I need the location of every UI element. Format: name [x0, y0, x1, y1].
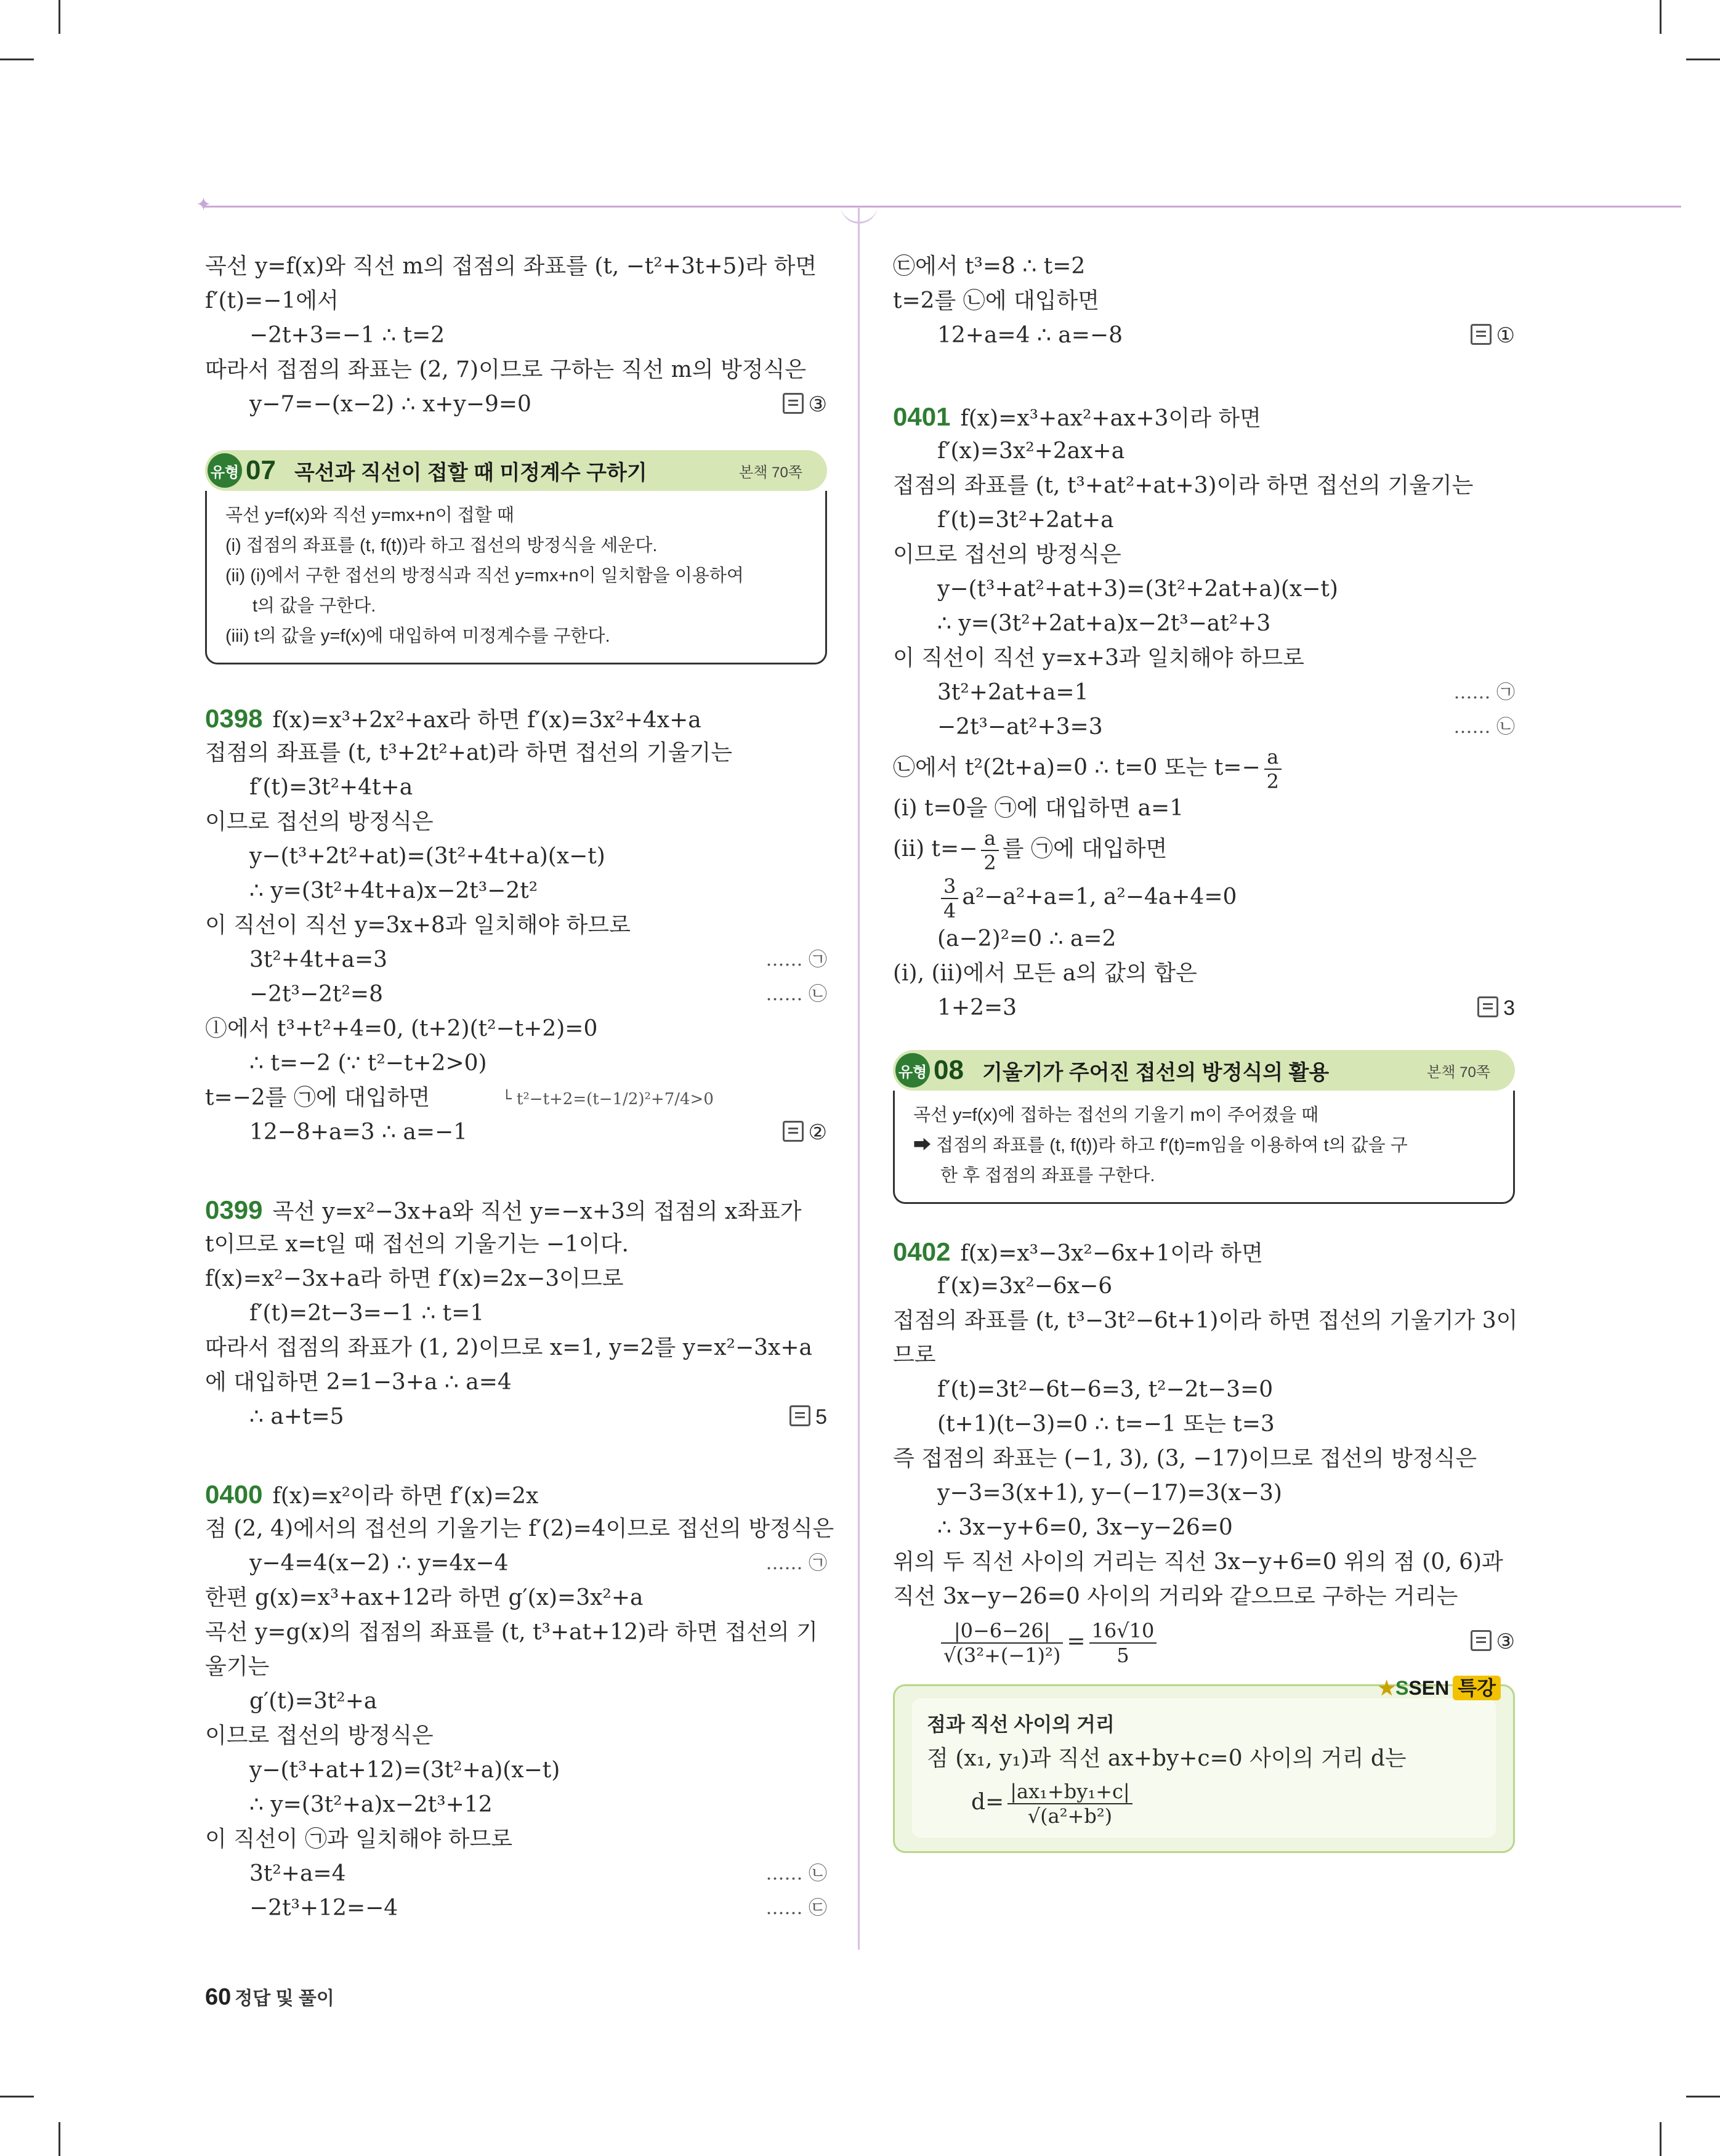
type-07-header: [205, 450, 827, 491]
problem-0399: [205, 1193, 827, 1434]
problem-number: 0399: [205, 1195, 263, 1224]
type-row: (iii) t의 값을 y=f(x)에 대입하여 미정계수를 구한다.: [225, 626, 610, 646]
text-line: [893, 318, 1515, 353]
crop-mark: [0, 2096, 34, 2097]
equation-marker: …… ㉠: [1453, 682, 1515, 703]
text-line: 접점의 좌표를 (t, t³+2t²+at)라 하면 접선의 기울기는: [205, 740, 733, 765]
text-line: [893, 873, 1515, 922]
equation: 곡선 y=x²−3x+a와 직선 y=−x+3의 접점의 x좌표가: [272, 1199, 802, 1224]
text-line: [893, 745, 1515, 791]
text-line: 따라서 접점의 좌표는 (2, 7)이므로 구하는 직선 m의 방정식은: [205, 357, 807, 382]
problem-0401: [893, 400, 1515, 1025]
ssen-content: [912, 1698, 1496, 1838]
equation-marker: …… ㉢: [765, 1897, 827, 1919]
equation: f(x)=x³+2x²+ax라 하면 f′(x)=3x²+4x+a: [272, 708, 701, 733]
text-line: [205, 943, 827, 977]
text-line: f′(x)=3x²−6x−6: [937, 1274, 1113, 1299]
text-line: 점 (2, 4)에서의 접선의 기울기는 f′(2)=4이므로 접선의 방정식은: [205, 1516, 834, 1541]
text-line: f′(t)=3t²−6t−6=3, t²−2t−3=0: [937, 1377, 1274, 1402]
type-label: 유형: [895, 1053, 930, 1088]
logo-tag: 특강: [1453, 1676, 1501, 1700]
text-line: t=2를 ㉡에 대입하면: [893, 288, 1100, 313]
equation-marker: …… ㉡: [1453, 716, 1515, 738]
text-line: 이 직선이 ㉠과 일치해야 하므로: [205, 1827, 513, 1852]
text-line: 따라서 접점의 좌표가 (1, 2)이므로 x=1, y=2를 y=x²−3x+a: [205, 1335, 812, 1360]
text-line: (t+1)(t−3)=0 ∴ t=−1 또는 t=3: [937, 1411, 1275, 1437]
crop-mark: [1660, 2122, 1661, 2156]
problem-0400: [205, 1477, 834, 1926]
text-line: [893, 1614, 1515, 1669]
text-line: [893, 826, 1515, 873]
type-row: ➡ 접점의 좌표를 (t, f(t))라 하고 f′(t)=m임을 이용하여 t의 값을 구: [913, 1136, 1408, 1155]
text-line: [893, 1235, 1515, 1269]
crop-mark: [59, 0, 60, 34]
equation: ㉡에서 t²(2t+a)=0 ∴ t=0 또는 t=−: [893, 755, 1261, 780]
type-label: 유형: [208, 453, 242, 488]
equation: ∴ a+t=5: [249, 1404, 344, 1429]
logo-letter: S: [1395, 1677, 1409, 1699]
text-line: 이 직선이 직선 y=x+3과 일치해야 하므로: [893, 645, 1304, 671]
equation: f(x)=x²이라 하면 f′(x)=2x: [272, 1484, 539, 1509]
equation: −2t³−at²+3=3: [937, 714, 1103, 740]
answer-value: ①: [1496, 324, 1515, 347]
answer-badge: [783, 1115, 827, 1150]
answer-badge: [1477, 991, 1515, 1025]
page-number: 60: [205, 1984, 232, 2010]
answer-icon: [1471, 324, 1492, 345]
text-line: y−(t³+2t²+at)=(3t²+4t+a)(x−t): [249, 844, 605, 869]
denominator: 5: [1116, 1644, 1129, 1667]
crop-mark: [59, 2122, 60, 2156]
type-badge: [893, 1050, 964, 1091]
text-line: ∴ y=(3t²+2at+a)x−2t³−at²+3: [937, 611, 1271, 636]
type-number: 08: [934, 1055, 964, 1085]
equation: 3t²+4t+a=3: [249, 947, 388, 972]
equation: y−7=−(x−2) ∴ x+y−9=0: [249, 392, 531, 417]
text-line: 한편 g(x)=x³+ax+12라 하면 g′(x)=3x²+a: [205, 1585, 644, 1610]
text-line: [205, 1891, 827, 1926]
type-row: t의 값을 구한다.: [252, 596, 376, 616]
text-line: [205, 1193, 827, 1227]
header-rule: [203, 206, 1681, 208]
continued-solution: [893, 249, 1515, 353]
problem-number: 0398: [205, 704, 263, 733]
answer-value: ③: [808, 393, 827, 416]
answer-value: 3: [1503, 996, 1515, 1020]
equation: −2t³−2t²=8: [249, 982, 384, 1007]
type-row: (i) 접점의 좌표를 (t, f(t))라 하고 접선의 방정식을 세운다.: [225, 536, 658, 555]
right-column: [893, 249, 1518, 1853]
text-line: [205, 977, 827, 1012]
equation: f(x)=x³−3x²−6x+1이라 하면: [960, 1241, 1263, 1266]
type-number: 07: [246, 455, 276, 485]
text-line: −2t+3=−1 ∴ t=2: [249, 323, 445, 348]
equation: (ii) t=−: [893, 836, 978, 862]
text-line: 이므로 접선의 방정식은: [205, 809, 434, 834]
ssen-logo: [1378, 1673, 1501, 1701]
denominator: 2: [1266, 770, 1279, 793]
numerator: 16√10: [1089, 1619, 1157, 1644]
problem-number: 0402: [893, 1237, 951, 1266]
text-line: y−(t³+at²+at+3)=(3t²+2at+a)(x−t): [937, 576, 1338, 602]
equation: 를 ㉠에 대입하면: [1002, 836, 1168, 862]
numerator: |0−6−26|: [941, 1619, 1063, 1644]
text-line: [205, 387, 827, 422]
text-line: g′(t)=3t²+a: [249, 1689, 378, 1714]
text-line: ㉢에서 t³=8 ∴ t=2: [893, 254, 1086, 279]
crop-mark: [1686, 59, 1720, 60]
answer-icon: [783, 393, 804, 414]
equation: t=−2를 ㉠에 대입하면: [205, 1085, 430, 1110]
page-footer: [205, 1983, 334, 2011]
footer-label: 정답 및 풀이: [235, 1988, 334, 2009]
text-line: 직선 3x−y−26=0 사이의 거리와 같으므로 구하는 거리는: [893, 1584, 1458, 1609]
star-icon: ★: [1378, 1677, 1396, 1699]
numerator: a: [981, 826, 998, 851]
text-line: [893, 710, 1515, 745]
answer-badge: [1471, 1614, 1515, 1669]
text-line: (i), (ii)에서 모든 a의 값의 합은: [893, 961, 1197, 986]
text-line: 곡선 y=f(x)와 직선 m의 접점의 좌표를 (t, −t²+3t+5)라 하면: [205, 254, 817, 279]
text-line: 이 직선이 직선 y=3x+8과 일치해야 하므로: [205, 913, 631, 938]
text-line: ∴ t=−2 (∵ t²−t+2>0): [249, 1051, 487, 1076]
text-line: t이므로 x=t일 때 접선의 기울기는 −1이다.: [205, 1232, 629, 1257]
text-line: [205, 701, 827, 736]
text-line: f′(t)=−1에서: [205, 288, 339, 313]
crop-mark: [1686, 2096, 1720, 2097]
equation: a²−a²+a=1, a²−4a+4=0: [962, 884, 1237, 910]
text-line: [893, 676, 1515, 710]
text-line: y−(t³+at+12)=(3t²+a)(x−t): [249, 1758, 560, 1783]
text-line: [893, 400, 1515, 434]
type-title: 기울기가 주어진 접선의 방정식의 활용: [982, 1060, 1330, 1084]
type-08-header: [893, 1050, 1515, 1091]
text-line: f′(t)=2t−3=−1 ∴ t=1: [249, 1301, 485, 1326]
equation: 12+a=4 ∴ a=−8: [937, 323, 1123, 348]
type-08-body: [893, 1091, 1515, 1204]
text-line: ∴ y=(3t²+4t+a)x−2t³−2t²: [249, 878, 538, 903]
answer-badge: [783, 387, 827, 422]
answer-value: ②: [808, 1121, 827, 1144]
column-divider: [858, 207, 860, 1950]
equation: −2t³+12=−4: [249, 1896, 398, 1921]
problem-0398: [205, 701, 827, 1150]
text-line: 점 (x₁, y₁)과 직선 ax+by+c=0 사이의 거리 d는: [927, 1746, 1407, 1771]
denominator: √(a²+b²): [1027, 1804, 1113, 1828]
equation: 3t²+2at+a=1: [937, 680, 1089, 705]
text-line: f′(t)=3t²+4t+a: [249, 775, 413, 800]
equals-sign: =: [1067, 1629, 1086, 1654]
answer-badge: [789, 1400, 827, 1434]
denominator: 2: [983, 851, 996, 874]
text-line: [205, 1081, 827, 1115]
text-line: f′(x)=3x²+2ax+a: [937, 438, 1125, 464]
text-line: 므로: [893, 1342, 936, 1368]
text-line: ∴ 3x−y+6=0, 3x−y−26=0: [937, 1515, 1233, 1540]
problem-number: 0401: [893, 402, 951, 431]
fraction: [1089, 1619, 1157, 1667]
ssen-special-box: [893, 1677, 1515, 1853]
type-07-box: [205, 450, 827, 664]
equation-marker: …… ㉡: [765, 983, 827, 1005]
text-line: [893, 991, 1515, 1025]
text-line: f(x)=x²−3x+a라 하면 f′(x)=2x−3이므로: [205, 1266, 624, 1291]
crop-mark: [0, 59, 34, 60]
logo-text: SEN: [1408, 1677, 1450, 1699]
text-line: ⓛ에서 t³+t²+4=0, (t+2)(t²−t+2)=0: [205, 1016, 598, 1041]
type-row: 한 후 접점의 좌표를 구한다.: [940, 1166, 1155, 1185]
type-row: (ii) (i)에서 구한 접선의 방정식과 직선 y=mx+n이 일치함을 이용하여: [225, 566, 744, 586]
text-line: [927, 1776, 1481, 1829]
equation: 3t²+a=4: [249, 1861, 346, 1886]
text-line: [205, 1400, 827, 1434]
text-line: [205, 1477, 827, 1512]
crop-mark: [1660, 0, 1661, 34]
fraction: [941, 1619, 1063, 1667]
equation-marker: …… ㉡: [765, 1863, 827, 1884]
equation: y−4=4(x−2) ∴ y=4x−4: [249, 1551, 509, 1576]
problem-number: 0400: [205, 1480, 263, 1509]
answer-value: ③: [1496, 1630, 1515, 1653]
text-line: 울기는: [205, 1654, 270, 1679]
equation: d=: [971, 1790, 1004, 1815]
type-row: 곡선 y=f(x)와 직선 y=mx+n이 접할 때: [225, 506, 514, 525]
fraction: [981, 826, 998, 874]
denominator: √(3²+(−1)²): [943, 1644, 1061, 1667]
text-line: [205, 1546, 827, 1581]
type-reference: 본책 70쪽: [1427, 1064, 1490, 1081]
answer-icon: [1477, 996, 1498, 1017]
fraction: [941, 874, 958, 923]
text-line: 즉 접점의 좌표는 (−1, 3), (3, −17)이므로 접선의 방정식은: [893, 1446, 1477, 1471]
answer-icon: [1471, 1630, 1492, 1651]
fraction: [1007, 1780, 1132, 1828]
text-line: 에 대입하면 2=1−3+a ∴ a=4: [205, 1370, 512, 1395]
left-column: [205, 249, 834, 1926]
numerator: 3: [941, 874, 958, 899]
denominator: 4: [943, 899, 956, 923]
text-line: (i) t=0을 ㉠에 대입하면 a=1: [893, 796, 1184, 821]
answer-value: 5: [815, 1405, 827, 1429]
equation-marker: …… ㉠: [765, 949, 827, 971]
fraction: [1264, 745, 1282, 793]
answer-badge: [1471, 318, 1515, 353]
numerator: |ax₁+by₁+c|: [1007, 1780, 1132, 1804]
numerator: a: [1264, 745, 1282, 770]
text-line: 곡선 y=g(x)의 접점의 좌표를 (t, t³+at+12)라 하면 접선의 기: [205, 1620, 818, 1645]
answer-icon: [789, 1405, 810, 1426]
type-badge: [205, 450, 276, 491]
type-row: 곡선 y=f(x)에 접하는 접선의 기울기 m이 주어졌을 때: [913, 1105, 1319, 1125]
text-line: 접점의 좌표를 (t, t³+at²+at+3)이라 하면 접선의 기울기는: [893, 473, 1474, 498]
type-title: 곡선과 직선이 접할 때 미정계수 구하기: [294, 461, 647, 485]
text-line: (a−2)²=0 ∴ a=2: [937, 926, 1116, 951]
text-line: [205, 1115, 827, 1150]
text-line: [205, 1857, 827, 1891]
text-line: ∴ y=(3t²+a)x−2t³+12: [249, 1792, 493, 1817]
text-line: 이므로 접선의 방정식은: [205, 1723, 434, 1748]
equation: 1+2=3: [937, 995, 1017, 1020]
equation: 12−8+a=3 ∴ a=−1: [249, 1120, 468, 1145]
ssen-title: 점과 직선 사이의 거리: [927, 1713, 1115, 1735]
type-07-body: [205, 491, 827, 664]
answer-icon: [783, 1121, 804, 1142]
equation: f(x)=x³+ax²+ax+3이라 하면: [960, 406, 1261, 431]
column-divider-curve: [841, 185, 878, 224]
equation-marker: …… ㉠: [765, 1552, 827, 1574]
type-reference: 본책 70쪽: [739, 464, 802, 481]
problem-0402: [893, 1235, 1518, 1669]
intro-solution: [205, 249, 827, 422]
star-icon: ✦: [196, 194, 212, 216]
text-line: 접점의 좌표를 (t, t³−3t²−6t+1)이라 하면 접선의 기울기가 3이: [893, 1308, 1518, 1333]
side-note: └ t²−t+2=(t−1/2)²+7/4>0: [502, 1090, 714, 1108]
text-line: f′(t)=3t²+2at+a: [937, 507, 1114, 533]
type-08-box: [893, 1050, 1515, 1204]
text-line: 이므로 접선의 방정식은: [893, 542, 1121, 567]
text-line: y−3=3(x+1), y−(−17)=3(x−3): [937, 1480, 1282, 1506]
text-line: 위의 두 직선 사이의 거리는 직선 3x−y+6=0 위의 점 (0, 6)과: [893, 1549, 1503, 1575]
